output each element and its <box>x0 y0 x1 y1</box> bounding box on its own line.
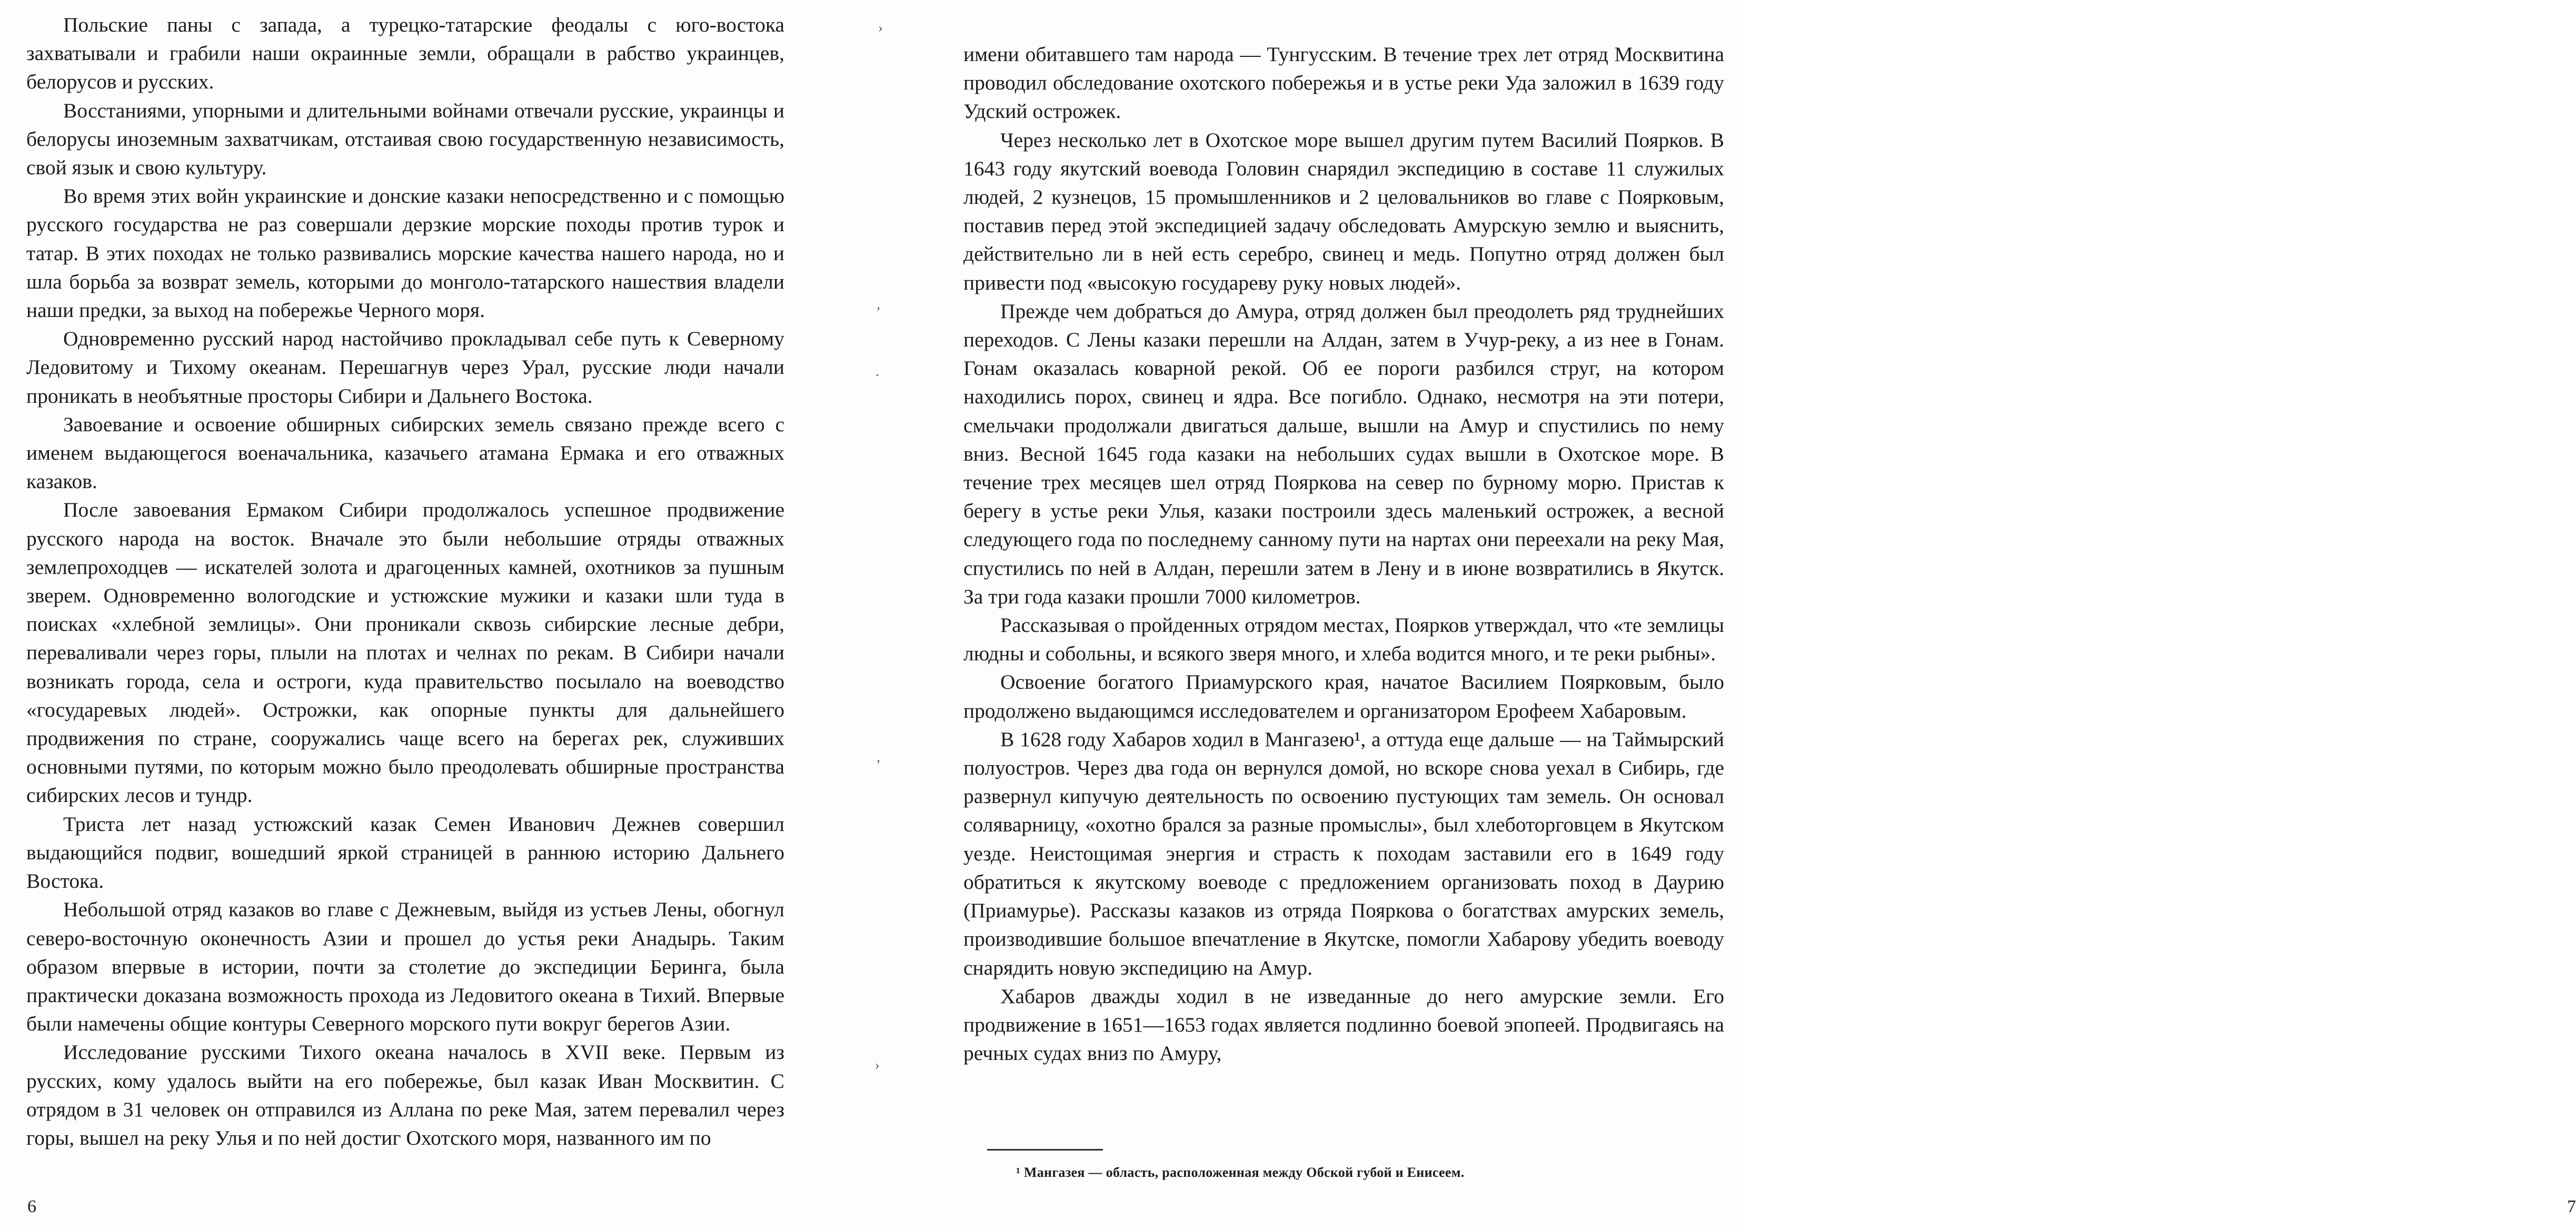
right-continuation: имени обитавшего там народа — Тунгусским. В течение трех лет отряд Москвитина проводил обследование охотского побережья и в устье реки Уда заложил в 1639 году Удский острожек. <box>963 43 1724 123</box>
page-number-right: 7 <box>2567 1197 2576 1216</box>
footnote: ¹ Мангазея — область, расположенная между Обской губой и Енисеем. <box>1016 1165 1465 1180</box>
left-page-text <box>26 11 784 1152</box>
right-paragraph-2: Прежде чем добраться до Амура, отряд должен был преодолеть ряд труднейших переходов. С Лены казаки перешли на Алдан, затем в Учур-реку, а из нее в Гонам. Гонам оказалась коварной рекой. Об ее пороги разбился струг, на котором находились порох, свинец и ядра. Все погибло. Однако, несмотря на эти потери, смельчаки продолжали двигаться дальше, вышли на Амур и спустились по нему вниз. Весной 1645 года казаки на небольших судах вышли в Охотское море. В течение трех месяцев шел отряд Пояркова на север по бурному морю. Пристав к берегу в устье реки Улья, казаки построили здесь маленький острожек, а весной следующего года по последнему санному пути на нартах они переехали на реку Мая, спустились по ней в Алдан, перешли затем в Лену и в июне возвратились в Якутск. За три года казаки прошли 7000 километров. <box>963 299 1724 608</box>
left-paragraph-1: Польские паны с запада, а турецко-татарские феодалы с юго-востока захватывали и грабили наши окраинные земли, обращали в рабство украинцев, белорусов и русских. <box>26 13 784 94</box>
right-page-text <box>963 40 1724 1067</box>
gutter-speck: · <box>875 368 880 383</box>
footnote-divider <box>987 1149 1103 1151</box>
left-paragraph-4: Одновременно русский народ настойчиво прокладывал себе путь к Северному Ледовитому и Тихому океанам. Перешагнув через Урал, русские люди начали проникать в необъятные просторы Сибири и Дальнего Востока. <box>26 327 784 408</box>
right-paragraph-4: Освоение богатого Приамурского края, начатое Василием Поярковым, было продолжено выдающимся исследователем и организатором Ерофеем Хабаровым. <box>963 670 1724 722</box>
left-paragraph-7: Триста лет назад устюжский казак Семен Иванович Дежнев совершил выдающийся подвиг, вошедший яркой страницей в раннюю историю Дальнего Востока. <box>26 812 784 893</box>
gutter-speck: › <box>875 1057 880 1073</box>
right-page <box>869 0 2576 1229</box>
right-paragraph-1: Через несколько лет в Охотское море вышел другим путем Василий Поярков. В 1643 году якутский воевода Головин снарядил экспедицию в составе 11 служилых людей, 2 кузнецов, 15 промышленников и 2 целовальников во главе с Поярковым, поставив перед этой экспедицией задачу обследовать Амурскую землю и выяснить, действительно ли в ней есть серебро, свинец и медь. Попутно отряд должен был привести под «высокую государеву руку новых людей». <box>963 128 1724 294</box>
page-number-left: 6 <box>27 1197 36 1216</box>
right-paragraph-3: Рассказывая о пройденных отрядом местах, Поярков утверждал, что «те землицы людны и собольны, и всякого зверя много, и хлеба водится много, и те реки рыбны». <box>963 613 1724 666</box>
gutter-speck: ʼ <box>876 757 881 772</box>
right-paragraph-5: В 1628 году Хабаров ходил в Мангазею¹, а оттуда еще дальше — на Таймырский полуостров. Через два года он вернулся домой, но вскоре снова уехал в Сибирь, где развернул кипучую деятельность по освоению пустующих там земель. Он основал соляварницу, «охотно брался за разные промыслы», был хлеботорговцем в Якутском уезде. Неистощимая энергия и страсть к походам заставили его в 1649 году обратиться к якутскому воеводе с предложением организовать поход в Даурию (Приамурье). Рассказы казаков из отряда Пояркова о богатствах амурских земель, производившие большое впечатление в Якутске, помогли Хабарову убедить воеводу снарядить новую экспедицию на Амур. <box>963 727 1724 979</box>
gutter-speck: › <box>878 20 883 35</box>
left-paragraph-3: Во время этих войн украинские и донские казаки непосредственно и с помощью русского государства не раз совершали дерзкие морские походы против турок и татар. В этих походах не только развивались морские качества нашего народа, но и шла борьба за возврат земель, которыми до монголо-татарского нашествия владели наши предки, за выход на побережье Черного моря. <box>26 184 784 322</box>
left-paragraph-9: Исследование русскими Тихого океана началось в XVII веке. Первым из русских, кому удалось выйти на его побережье, был казак Иван Москвитин. С отрядом в 31 человек он отправился из Аллана по реке Мая, затем перевалил через горы, вышел на реку Улья и по ней достиг Охотского моря, названного им по <box>26 1040 784 1149</box>
left-paragraph-6: После завоевания Ермаком Сибири продолжалось успешное продвижение русского народа на восток. Вначале это были небольшие отряды отважных землепроходцев — искателей золота и драгоценных камней, охотников за пушным зверем. Одновременно вологодские и устюжские мужики и казаки шли туда в поисках «хлебной землицы». Они проникали сквозь сибирские лесные дебри, переваливали через горы, плыли на плотах и челнах по рекам. В Сибири начали возникать города, села и остроги, куда правительство посылало на воеводство «государевых людей». Острожки, как опорные пункты для дальнейшего продвижения по стране, сооружались чаще всего на берегах рек, служивших основными путями, по которым можно было преодолевать обширные пространства сибирских лесов и тундр. <box>26 498 784 807</box>
left-paragraph-2: Восстаниями, упорными и длительными войнами отвечали русские, украинцы и белорусы иноземным захватчикам, отстаивая свою государственную независимость, свой язык и свою культуру. <box>26 98 784 180</box>
right-paragraph-6: Хабаров дважды ходил в не изведанные до него амурские земли. Его продвижение в 1651—1653 годах является подлинно боевой эпопеей. Продвигаясь на речных судах вниз по Амуру, <box>963 984 1724 1065</box>
left-page <box>0 0 869 1229</box>
gutter-speck: ʼ <box>876 304 881 320</box>
left-paragraph-8: Небольшой отряд казаков во главе с Дежневым, выйдя из устьев Лены, обогнул северо-восточную оконечность Азии и прошел до устья реки Анадырь. Таким образом впервые в истории, почти за столетие до экспедиции Беринга, была практически доказана возможность прохода из Ледовитого океана в Тихий. Впервые были намечены общие контуры Северного морского пути вокруг берегов Азии. <box>26 898 784 1036</box>
left-paragraph-5: Завоевание и освоение обширных сибирских земель связано прежде всего с именем выдающегося военачальника, казачьего атамана Ермака и его отважных казаков. <box>26 412 784 493</box>
